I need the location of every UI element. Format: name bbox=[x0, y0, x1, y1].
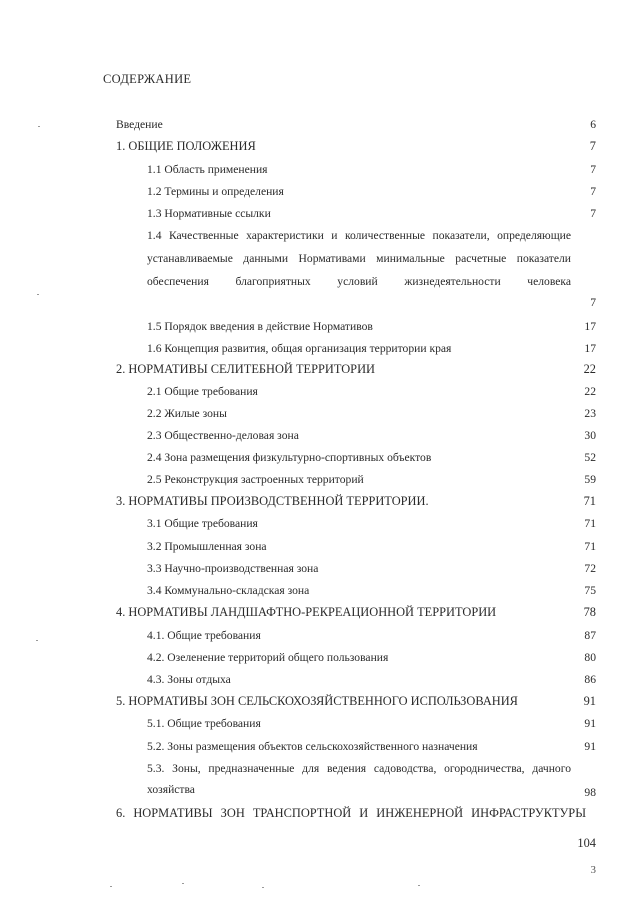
toc-entry-page: 7 bbox=[590, 207, 596, 220]
toc-entry-title: 3.4 Коммунально-складская зона bbox=[147, 584, 310, 597]
toc-entry-page: 6 bbox=[590, 118, 596, 131]
scan-speck bbox=[36, 640, 38, 641]
toc-entry-page: 59 bbox=[584, 473, 596, 486]
toc-entry-title: 2.5 Реконструкция застроенных территорий bbox=[147, 473, 364, 486]
scan-speck bbox=[182, 883, 184, 884]
toc-entry-page: 80 bbox=[584, 651, 596, 664]
toc-entry-title: 5.2. Зоны размещения объектов сельскохозяйственного назначения bbox=[147, 740, 478, 753]
page-number: 3 bbox=[590, 864, 596, 876]
toc-entry-page: 86 bbox=[584, 673, 596, 686]
scan-speck bbox=[37, 294, 39, 295]
scan-speck bbox=[38, 126, 40, 127]
toc-entry-page: 75 bbox=[584, 584, 596, 597]
toc-entry-page: 7 bbox=[590, 296, 596, 309]
toc-entry-title: 5. НОРМАТИВЫ ЗОН СЕЛЬСКОХОЗЯЙСТВЕННОГО ИСПОЛЬЗОВАНИЯ bbox=[116, 694, 518, 708]
toc-entry-title: 5.1. Общие требования bbox=[147, 717, 261, 730]
scan-speck bbox=[418, 885, 420, 886]
toc-entry-page: 71 bbox=[584, 517, 596, 530]
toc-entry-page: 98 bbox=[584, 786, 596, 799]
toc-entry-title: 3.3 Научно-производственная зона bbox=[147, 562, 319, 575]
toc-entry-page: 104 bbox=[577, 836, 596, 850]
toc-entry-title: 1.6 Концепция развития, общая организация территории края bbox=[147, 342, 452, 355]
toc-entry-title: 4.2. Озеленение территорий общего пользования bbox=[147, 651, 389, 664]
toc-entry-page: 91 bbox=[584, 717, 596, 730]
toc-entry-title: 1.5 Порядок введения в действие Нормативов bbox=[147, 320, 373, 333]
toc-entry-page: 52 bbox=[584, 451, 596, 464]
toc-entry-page: 17 bbox=[584, 320, 596, 333]
toc-entry-title: 1. ОБЩИЕ ПОЛОЖЕНИЯ bbox=[116, 139, 256, 153]
toc-entry-page: 91 bbox=[583, 694, 596, 708]
scan-speck bbox=[262, 887, 264, 888]
toc-entry-page: 30 bbox=[584, 429, 596, 442]
toc-entry-title: 1.3 Нормативные ссылки bbox=[147, 207, 271, 220]
toc-entry-title: Введение bbox=[116, 118, 163, 131]
toc-entry-page: 72 bbox=[584, 562, 596, 575]
toc-entry-page: 17 bbox=[584, 342, 596, 355]
toc-entry-page: 7 bbox=[590, 163, 596, 176]
toc-entry-title: 4.1. Общие требования bbox=[147, 629, 261, 642]
toc-entry-title: 3. НОРМАТИВЫ ПРОИЗВОДСТВЕННОЙ ТЕРРИТОРИИ. bbox=[116, 494, 429, 508]
toc-entry-title: 2.3 Общественно-деловая зона bbox=[147, 429, 299, 442]
toc-entry-title: 4.3. Зоны отдыха bbox=[147, 673, 231, 686]
toc-entry-title: 2.1 Общие требования bbox=[147, 385, 258, 398]
toc-entry-title: 4. НОРМАТИВЫ ЛАНДШАФТНО-РЕКРЕАЦИОННОЙ ТЕРРИТОРИИ bbox=[116, 605, 497, 619]
toc-entry-page: 7 bbox=[589, 139, 596, 153]
toc-entry-title: 1.2 Термины и определения bbox=[147, 185, 284, 198]
toc-entry-page: 91 bbox=[584, 740, 596, 753]
toc-entry-title: 2.2 Жилые зоны bbox=[147, 407, 227, 420]
toc-entry-page: 7 bbox=[590, 185, 596, 198]
toc-entry-page: 22 bbox=[584, 385, 596, 398]
toc-entry-title: 5.3. Зоны, предназначенные для ведения садоводства, огородничества, дачного хозяйства bbox=[147, 762, 571, 796]
scan-speck bbox=[110, 886, 112, 887]
toc-entry-title: 3.2 Промышленная зона bbox=[147, 540, 267, 553]
toc-entry-page: 23 bbox=[584, 407, 596, 420]
toc-entry-title: 1.1 Область применения bbox=[147, 163, 268, 176]
toc-entry-page: 71 bbox=[584, 540, 596, 553]
toc-entry-title: 3.1 Общие требования bbox=[147, 517, 258, 530]
toc-entry-title: 2.4 Зона размещения физкультурно-спортивных объектов bbox=[147, 451, 432, 464]
toc-entry-title: 1.4 Качественные характеристики и количественные показатели, определяющие устанавливаемые данными Нормативами минимальные расчетные показатели обеспечения благоприятных условий жизнедеятельности человека bbox=[147, 229, 571, 288]
toc-entry-page: 22 bbox=[583, 362, 596, 376]
toc-entry-title: 2. НОРМАТИВЫ СЕЛИТЕБНОЙ ТЕРРИТОРИИ bbox=[116, 362, 375, 376]
toc-entry-page: 78 bbox=[583, 605, 596, 619]
page-title: СОДЕРЖАНИЕ bbox=[103, 72, 192, 86]
toc-entry-page: 87 bbox=[584, 629, 596, 642]
toc-entry-title: 6. НОРМАТИВЫ ЗОН ТРАНСПОРТНОЙ И ИНЖЕНЕРНОЙ ИНФРАСТРУКТУРЫ bbox=[116, 806, 586, 820]
toc-entry-page: 71 bbox=[583, 494, 596, 508]
